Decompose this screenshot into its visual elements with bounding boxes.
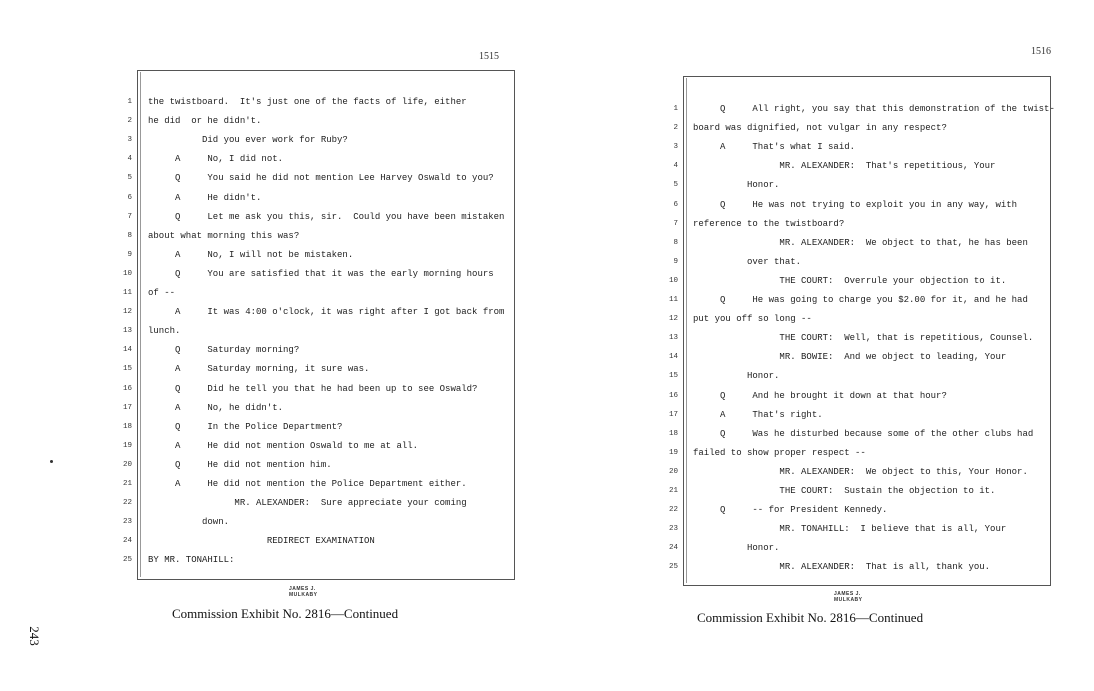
caption-prefix: Commission Exhibit <box>697 610 805 625</box>
line-number: 12 <box>122 308 132 317</box>
transcript-line: MR. ALEXANDER: Sure appreciate your coming <box>148 498 467 509</box>
transcript-line: REDIRECT EXAMINATION <box>148 536 375 547</box>
line-number-rule <box>140 72 141 577</box>
transcript-line: over that. <box>693 256 802 267</box>
transcript-line: A No, I did not. <box>148 154 284 165</box>
line-number: 2 <box>127 117 132 126</box>
line-number: 11 <box>668 296 678 304</box>
line-number: 10 <box>122 269 132 278</box>
transcript-line: Q -- for President Kennedy. <box>693 505 888 516</box>
line-number: 14 <box>122 346 132 355</box>
transcript-line: failed to show proper respect -- <box>693 447 866 458</box>
court-reporter-name: JAMES J. MULKABY <box>289 586 318 598</box>
line-number: 7 <box>673 219 678 228</box>
line-number: 20 <box>122 460 132 469</box>
court-reporter-name: JAMES J. MULKABY <box>834 591 863 603</box>
line-number: 8 <box>127 231 132 240</box>
transcript-line: A That's what I said. <box>693 142 856 153</box>
line-number: 17 <box>668 410 678 419</box>
line-number: 6 <box>673 200 678 209</box>
caption-number: No. 2816 <box>807 610 856 625</box>
line-number: 23 <box>122 518 132 527</box>
transcript-line: he did or he didn't. <box>148 116 262 127</box>
line-number: 22 <box>122 499 132 508</box>
transcript-line: Q Did he tell you that he had been up to see Oswald? <box>148 383 478 394</box>
transcript-line: MR. ALEXANDER: We object to that, he has been <box>693 237 1028 248</box>
transcript-line: Q Was he disturbed because some of the other clubs had <box>693 428 1034 439</box>
transcript-line: Honor. <box>693 543 780 554</box>
transcript-line: put you off so long -- <box>693 314 812 325</box>
caption-number: No. 2816 <box>282 606 331 621</box>
transcript-line: MR. TONAHILL: I believe that is all, Your <box>693 524 1007 535</box>
page-number: 1516 <box>1031 46 1051 57</box>
transcript-line: A He did not mention Oswald to me at all. <box>148 440 419 451</box>
line-number: 25 <box>668 563 678 572</box>
transcript-line: THE COURT: Well, that is repetitious, Counsel. <box>693 333 1034 344</box>
transcript-line: Q He did not mention him. <box>148 459 332 470</box>
line-number: 7 <box>127 212 132 221</box>
transcript-line: Honor. <box>693 180 780 191</box>
line-number: 12 <box>668 315 678 324</box>
transcript-line: MR. ALEXANDER: That's repetitious, Your <box>693 161 996 172</box>
transcript-line: Q In the Police Department? <box>148 421 343 432</box>
line-number: 23 <box>668 525 678 534</box>
line-number-rule <box>686 78 687 583</box>
line-number: 13 <box>122 327 132 336</box>
line-number: 3 <box>127 136 132 145</box>
transcript-line: THE COURT: Sustain the objection to it. <box>693 486 996 496</box>
line-number: 16 <box>668 391 678 400</box>
transcript-line: down. <box>148 517 230 528</box>
transcript-line: A No, he didn't. <box>148 402 284 413</box>
caption-prefix: Commission Exhibit <box>172 606 280 621</box>
transcript-line: MR. ALEXANDER: We object to this, Your Honor. <box>693 466 1028 477</box>
line-number: 19 <box>668 448 678 457</box>
transcript-line: the twistboard. It's just one of the facts of life, either <box>148 97 467 107</box>
line-number: 15 <box>668 372 678 381</box>
transcript-line: THE COURT: Overrule your objection to it. <box>693 275 1007 286</box>
line-number: 25 <box>122 556 132 565</box>
line-number: 9 <box>673 257 678 266</box>
transcript-line: Q All right, you say that this demonstration of the twist- <box>693 104 1055 114</box>
line-number: 17 <box>122 403 132 412</box>
line-number: 6 <box>127 193 132 202</box>
transcript-line: reference to the twistboard? <box>693 218 845 229</box>
line-number: 4 <box>673 162 678 171</box>
scan-speck <box>50 460 53 463</box>
transcript-line: A That's right. <box>693 409 823 420</box>
transcript-line: Q He was not trying to exploit you in any way, with <box>693 199 1018 210</box>
page-number: 1515 <box>479 51 499 62</box>
line-number: 9 <box>127 250 132 259</box>
line-number: 2 <box>673 124 678 133</box>
line-number: 10 <box>668 276 678 285</box>
line-number: 14 <box>668 353 678 362</box>
line-number: 16 <box>122 384 132 393</box>
transcript-line: A Saturday morning, it sure was. <box>148 364 370 375</box>
transcript-line: Q Let me ask you this, sir. Could you have been mistaken <box>148 211 505 222</box>
transcript-line: of -- <box>148 288 176 298</box>
line-number: 8 <box>673 238 678 247</box>
transcript-line: A He did not mention the Police Department either. <box>148 479 467 489</box>
transcript-line: Q And he brought it down at that hour? <box>693 390 947 401</box>
transcript-line: board was dignified, not vulgar in any respect? <box>693 123 947 134</box>
transcript-line: Q You are satisfied that it was the early morning hours <box>148 268 494 279</box>
line-number: 21 <box>122 480 132 488</box>
volume-page-number: 243 <box>26 626 42 646</box>
transcript-line: Q Saturday morning? <box>148 345 300 356</box>
transcript-line: A He didn't. <box>148 192 262 203</box>
transcript-line: MR. BOWIE: And we object to leading, Your <box>693 352 1007 363</box>
line-number: 3 <box>673 143 678 152</box>
line-number: 15 <box>122 365 132 374</box>
line-number: 5 <box>673 181 678 190</box>
line-number: 11 <box>122 289 132 297</box>
transcript-line: lunch. <box>148 326 181 337</box>
line-number: 1 <box>673 105 678 113</box>
caption-suffix: —Continued <box>855 610 924 625</box>
line-number: 18 <box>668 429 678 438</box>
line-number: 24 <box>122 537 132 546</box>
transcript-line: A No, I will not be mistaken. <box>148 249 354 260</box>
transcript-line: BY MR. TONAHILL: <box>148 555 235 566</box>
line-number: 20 <box>668 467 678 476</box>
line-number: 13 <box>668 334 678 343</box>
transcript-line: Honor. <box>693 371 780 382</box>
transcript-line: MR. ALEXANDER: That is all, thank you. <box>693 562 991 573</box>
line-number: 5 <box>127 174 132 183</box>
line-number: 4 <box>127 155 132 164</box>
transcript-line: A It was 4:00 o'clock, it was right after I got back from <box>148 307 505 318</box>
transcript-line: Q He was going to charge you $2.00 for it, and he had <box>693 295 1028 305</box>
line-number: 19 <box>122 441 132 450</box>
line-number: 24 <box>668 544 678 553</box>
line-number: 1 <box>127 98 132 106</box>
line-number: 22 <box>668 506 678 515</box>
line-number: 18 <box>122 422 132 431</box>
transcript-line: about what morning this was? <box>148 230 300 241</box>
transcript-line: Did you ever work for Ruby? <box>148 135 348 146</box>
exhibit-caption <box>172 606 398 622</box>
caption-suffix: —Continued <box>330 606 399 621</box>
transcript-line: Q You said he did not mention Lee Harvey Oswald to you? <box>148 173 494 184</box>
line-number: 21 <box>668 487 678 495</box>
exhibit-caption <box>697 610 923 626</box>
